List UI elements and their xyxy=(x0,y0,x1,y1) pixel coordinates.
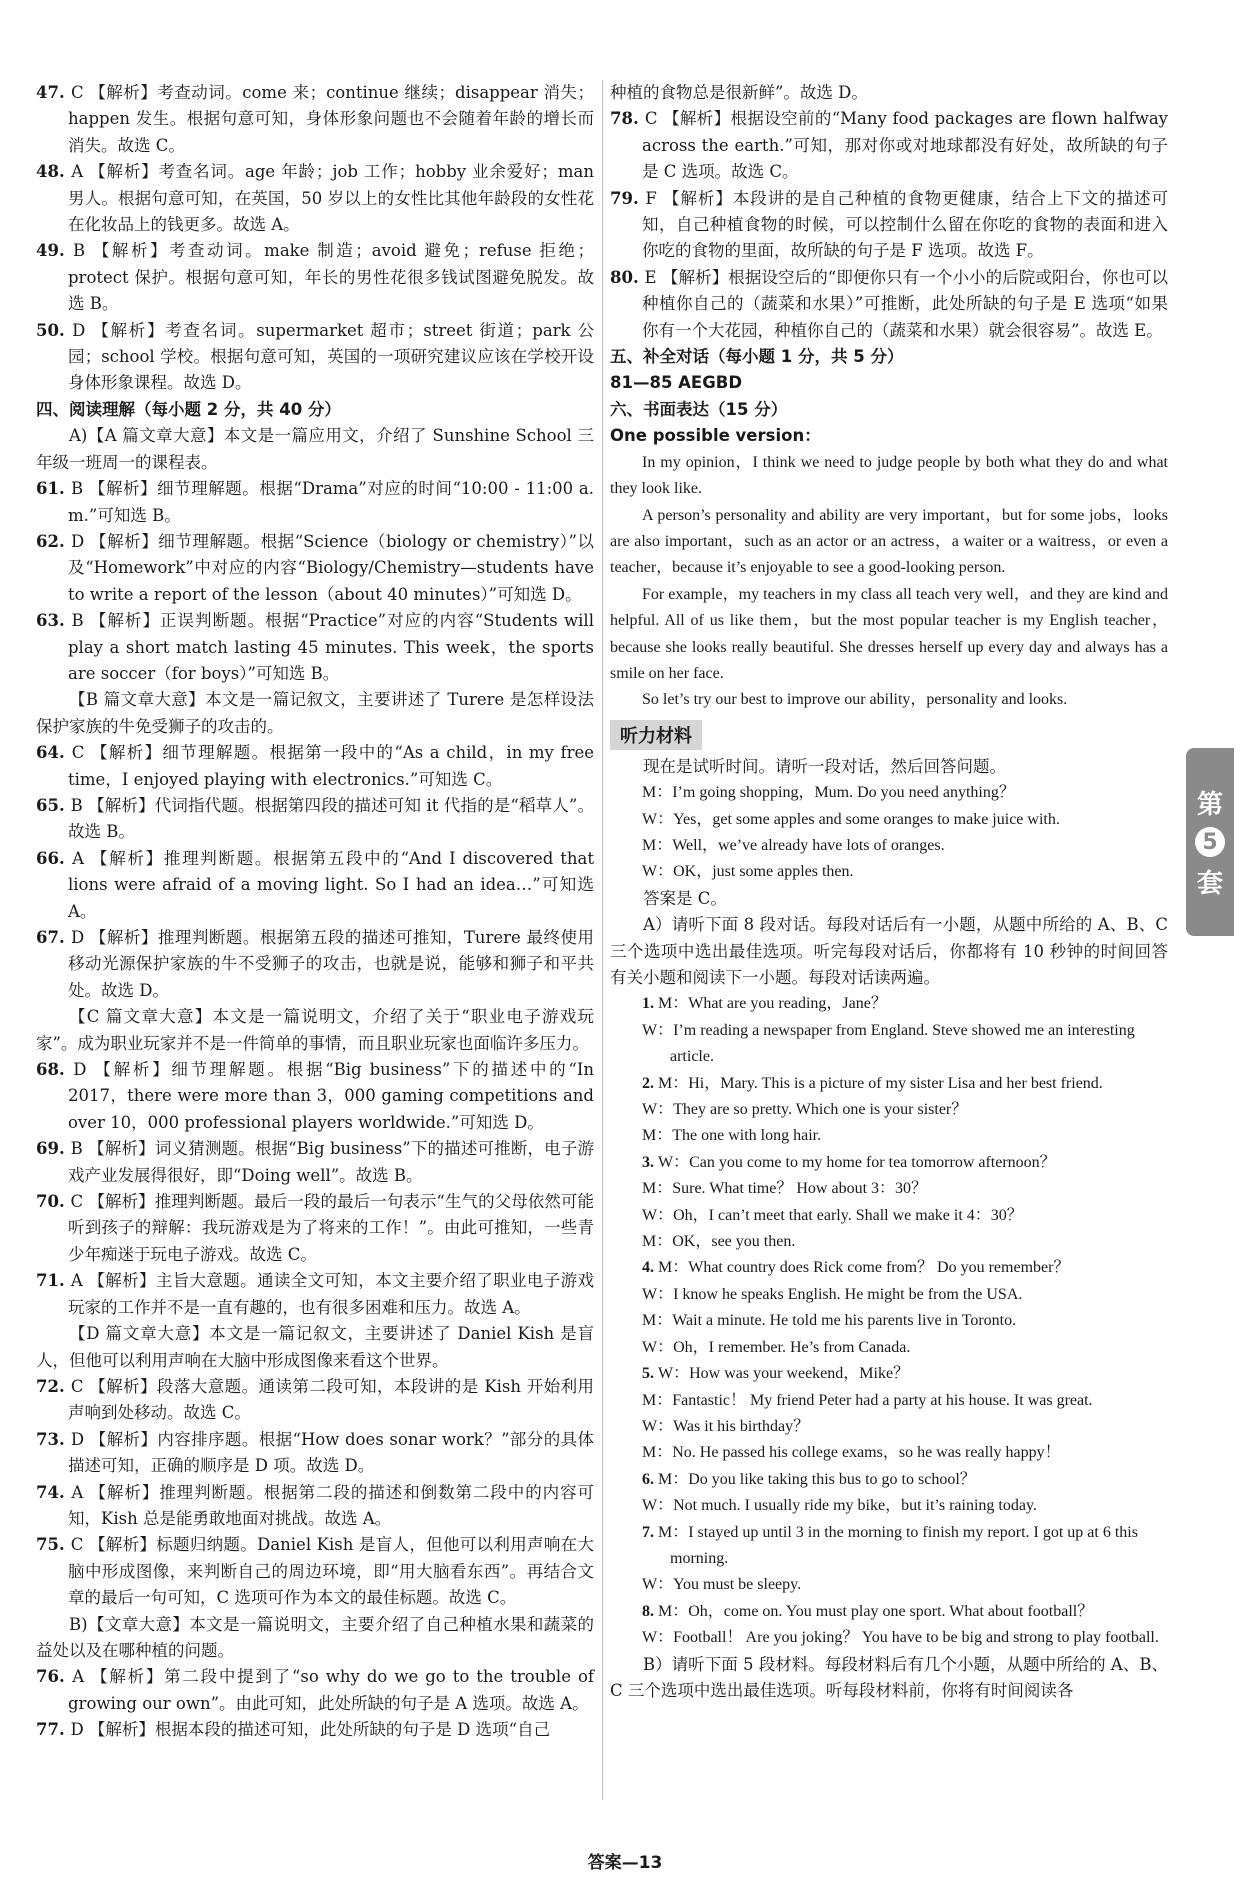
question-number: 62. xyxy=(36,531,72,551)
answer-explanation: D 【解析】内容排序题。根据“How does sonar work？”部分的具体描述可知，正确的顺序是 D 项。故选 D。 xyxy=(68,1429,595,1476)
answer-explanation: D 【解析】考查名词。supermarket 超市；street 街道；park 公园；school 学校。根据句意可知，英国的一项研究建议应该在学校开设身体形象课程。故选 D。 xyxy=(68,320,594,393)
dialogue-line xyxy=(610,1335,1168,1361)
answer-item xyxy=(36,1532,594,1611)
dialogue-line xyxy=(610,1467,1168,1493)
dialogue-number: 1. xyxy=(642,995,658,1013)
essay-paragraph: A person’s personality and ability are very important，but for some jobs，looks are also important，such as an actor or an actress，a waiter or a waitress，or even a teacher，because it’s enjoyable to see a good-looking person. xyxy=(610,506,1168,577)
answer-item xyxy=(36,925,594,1004)
answer-explanation: B 【解析】考查动词。make 制造；avoid 避免；refuse 拒绝；protect 保护。根据句意可知，年长的男性花很多钱试图避免脱发。故选 B。 xyxy=(68,241,594,314)
answer-item xyxy=(36,476,594,529)
answer-item xyxy=(36,80,594,159)
passage-summary: A)【A 篇文章大意】本文是一篇应用文，介绍了 Sunshine School 三年级一班周一的课程表。 xyxy=(36,426,594,472)
answer-item xyxy=(36,1427,594,1480)
left-column xyxy=(36,80,594,1744)
question-number: 80. xyxy=(610,267,645,287)
answer-explanation: E 【解析】根据设空后的“即便你只有一个小小的后院或阳台，你也可以种植你自己的（蔬菜和水果）”可推断，此处所缺的句子是 E 选项“如果你有一个大花园，种植你自己的（蔬菜和水果）就会很容易”。故选 E。 xyxy=(642,267,1168,340)
dialogue-line xyxy=(610,1440,1168,1466)
answer-item xyxy=(36,1717,594,1743)
dialogue-line xyxy=(610,1572,1168,1598)
answer-item xyxy=(36,318,594,397)
dialogue-number: 3. xyxy=(642,1153,658,1171)
dialogue-number: 4. xyxy=(642,1259,658,1277)
page-footer: 答案—13 xyxy=(587,1853,663,1873)
answer-item xyxy=(36,608,594,687)
question-number: 61. xyxy=(36,479,71,499)
question-number: 76. xyxy=(36,1667,73,1687)
question-number: 66. xyxy=(36,848,73,868)
question-number: 75. xyxy=(36,1535,71,1555)
question-number: 67. xyxy=(36,928,71,947)
question-number: 78. xyxy=(610,109,645,129)
answer-explanation: C 【解析】根据设空前的“Many food packages are flown halfway across the earth.”可知，那对你或对地球都没有好处，故所缺的句子是 C 选项。故选 C。 xyxy=(642,109,1169,182)
dialogue-text: M：The one with long hair. xyxy=(642,1127,822,1145)
answer-item xyxy=(36,238,594,317)
answer-item xyxy=(36,1664,594,1717)
dialogue-text: M：What country does Rick come from？ Do you remember？ xyxy=(658,1259,1070,1277)
dialogue-line xyxy=(610,1071,1168,1097)
dialogue-text: M：What are you reading，Jane？ xyxy=(658,995,887,1013)
dialogue-number: 2. xyxy=(642,1074,658,1092)
answer-item xyxy=(36,1374,594,1427)
dialogue-text: W：Football！ Are you joking？ You have to be big and strong to play football. xyxy=(642,1629,1159,1647)
dialogue-line xyxy=(610,1599,1168,1625)
essay-paragraph: For example，my teachers in my class all teach very well，and they are kind and helpful. All of us like them，but the most popular teacher is my English teacher，because she looks really beautiful. She dresses herself up every day and always has a smile on her face. xyxy=(610,585,1168,682)
dialogue-line xyxy=(610,1255,1168,1281)
answer-explanation: A 【解析】主旨大意题。通读全文可知，本文主要介绍了职业电子游戏玩家的工作并不是一直有趣的，也有很多困难和压力。故选 A。 xyxy=(68,1271,594,1317)
answer-item xyxy=(36,793,594,846)
answer-explanation: D 【解析】推理判断题。根据第五段的描述可推知，Turere 最终使用移动光源保护家族的牛不受狮子的攻击，也就是说，能够和狮子和平共处。故选 D。 xyxy=(68,928,595,1000)
dialogue-text: W：I know he speaks English. He might be from the USA. xyxy=(642,1285,1023,1303)
tab-top-char: 第 xyxy=(1196,790,1223,820)
section-heading: 五、补全对话（每小题 1 分，共 5 分） xyxy=(610,347,904,367)
answer-explanation: F 【解析】本段讲的是自己种植的食物更健康，结合上下文的描述可知，自己种植食物的时候，可以控制什么留在你吃的食物的表面和进入你吃的食物的里面，故所缺的句子是 F 选项。故选 F。 xyxy=(642,188,1168,261)
dialogue-text: W：Can you come to my home for tea tomorrow afternoon？ xyxy=(658,1153,1056,1171)
question-number: 48. xyxy=(36,162,72,182)
answer-explanation: C 【解析】推理判断题。最后一段的最后一句表示“生气的父母依然可能听到孩子的辩解：我玩游戏是为了将来的工作！”。由此可推知，一些青少年痴迷于玩电子游戏。故选 C。 xyxy=(68,1192,595,1264)
dialogue-text: W：Not much. I usually ride my bike，but it’s raining today. xyxy=(642,1497,1037,1515)
question-number: 71. xyxy=(36,1271,71,1291)
question-number: 79. xyxy=(610,188,646,208)
trial-answer: 答案是 C。 xyxy=(643,888,727,908)
answer-explanation: B 【解析】代词指代题。根据第四段的描述可知 it 代指的是“稻草人”。故选 B。 xyxy=(68,795,595,842)
section-heading: 四、阅读理解（每小题 2 分，共 40 分） xyxy=(36,399,341,419)
answer-item xyxy=(36,1268,594,1321)
answer-item xyxy=(36,1480,594,1533)
question-number: 49. xyxy=(36,241,73,261)
answer-continuation: 种植的食物总是很新鲜”。故选 D。 xyxy=(610,83,868,102)
answer-item xyxy=(36,846,594,925)
answer-explanation: A 【解析】第二段中提到了“so why do we go to the trouble of growing our own”。由此可知，此处所缺的句子是 A 选项。故选 A。 xyxy=(68,1667,595,1713)
answer-explanation: C 【解析】考查动词。come 来；continue 继续；disappear 消失；happen 发生。根据句意可知，身体形象问题也不会随着年龄的增长而消失。故选 C。 xyxy=(68,83,594,155)
set-number-tab xyxy=(1186,748,1234,936)
dialogue-number: 7. xyxy=(642,1523,658,1541)
answer-item xyxy=(36,159,594,238)
answer-item xyxy=(610,186,1168,265)
answer-item xyxy=(36,529,594,608)
question-number: 77. xyxy=(36,1720,71,1740)
question-number: 64. xyxy=(36,743,72,763)
dialogue-line xyxy=(610,1493,1168,1519)
answer-explanation: A 【解析】推理判断题。根据第二段的描述和倒数第二段中的内容可知，Kish 总是能勇敢地面对挑战。故选 A。 xyxy=(68,1482,594,1528)
dialogue-line xyxy=(610,1625,1168,1651)
dialogue-line xyxy=(610,1018,1168,1071)
tab-bottom-char: 套 xyxy=(1196,869,1223,899)
dialogue-line: W：OK，just some apples then. xyxy=(642,863,854,881)
dialogue-text: W：Oh，I remember. He’s from Canada. xyxy=(642,1338,911,1356)
answer-explanation: D 【解析】细节理解题。根据“Science（biology or chemistry）”以及“Homework”中对应的内容“Biology/Chemistry—students have to write a report of the lesson（about 40 minutes）”可知选 D。 xyxy=(68,531,595,604)
question-number: 47. xyxy=(36,83,71,102)
question-number: 50. xyxy=(36,320,73,340)
dialogue-text: M：No. He passed his college exams，so he was really happy！ xyxy=(642,1444,1061,1462)
dialogue-text: M：Fantastic！ My friend Peter had a party at his house. It was great. xyxy=(642,1391,1093,1409)
listening-intro: 现在是试听时间。请听一段对话，然后回答问题。 xyxy=(643,756,1006,776)
answer-explanation: A 【解析】考查名词。age 年龄；job 工作；hobby 业余爱好；man 男人。根据句意可知，在英国，50 岁以上的女性比其他年龄段的女性花在化妆品上的钱更多。故选 A。 xyxy=(68,162,594,235)
essay-label: One possible version： xyxy=(610,426,821,446)
answer-explanation: C 【解析】细节理解题。根据第一段中的“As a child，in my free time，I enjoyed playing with electronics.”可知选 C。 xyxy=(68,743,594,789)
tab-number: 5 xyxy=(1195,827,1225,857)
dialogue-text: M：Sure. What time？ How about 3：30？ xyxy=(642,1180,928,1198)
answer-explanation: D 【解析】根据本段的描述可知，此处所缺的句子是 D 选项“自己 xyxy=(70,1720,551,1740)
dialogue-line xyxy=(610,1150,1168,1176)
dialogue-line: W：Yes，get some apples and some oranges to make juice with. xyxy=(642,810,1060,828)
part-b-instructions: B）请听下面 5 段材料。每段材料后有几个小题，从题中所给的 A、B、C 三个选项中选出最佳选项。听每段材料前，你将有时间阅读各 xyxy=(610,1654,1168,1700)
dialogue-line: M：I’m going shopping，Mum. Do you need anything？ xyxy=(642,784,1015,802)
answer-item xyxy=(610,265,1168,344)
dialogue-text: W：Oh，I can’t meet that early. Shall we make it 4：30？ xyxy=(642,1206,1023,1224)
dialogue-line: M：Well，we’ve already have lots of oranges. xyxy=(642,836,945,854)
question-number: 73. xyxy=(36,1429,71,1449)
dialogue-text: M：Do you like taking this bus to go to school？ xyxy=(658,1470,976,1488)
dialogue-number: 8. xyxy=(642,1602,658,1620)
dialogue-number: 6. xyxy=(642,1470,658,1488)
dialogue-line xyxy=(610,1203,1168,1229)
part-a-instructions: A）请听下面 8 段对话。每段对话后有一小题，从题中所给的 A、B、C 三个选项中选出最佳选项。听完每段对话后，你都将有 10 秒钟的时间回答有关小题和阅读下一小题。每段对话读两遍。 xyxy=(610,915,1168,987)
dialogue-text: W：Was it his birthday？ xyxy=(642,1417,810,1435)
answer-explanation: D 【解析】细节理解题。根据“Big business”下的描述中的“In 2017，there were more than 3，000 gaming competitions and over 10，000 professional players worldwide.”可知选 D。 xyxy=(68,1060,594,1132)
dialogue-text: M：Oh，come on. You must play one sport. What about football？ xyxy=(658,1602,1094,1620)
question-number: 70. xyxy=(36,1192,71,1212)
answer-explanation: A 【解析】推理判断题。根据第五段中的“And I discovered that lions were afraid of a moving light. So I had an idea…”可知选 A。 xyxy=(68,848,595,921)
dialogue-line xyxy=(610,1388,1168,1414)
question-number: 68. xyxy=(36,1060,74,1080)
question-number: 69. xyxy=(36,1139,71,1159)
answer-key: 81—85 AEGBD xyxy=(610,373,743,393)
dialogue-line xyxy=(610,1123,1168,1149)
question-number: 63. xyxy=(36,611,72,631)
answer-explanation: C 【解析】段落大意题。通读第二段可知，本段讲的是 Kish 开始利用声响到处移动。故选 C。 xyxy=(68,1376,594,1423)
dialogue-text: W：They are so pretty. Which one is your sister？ xyxy=(642,1101,968,1119)
dialogue-text: W：I’m reading a newspaper from England. Steve showed me an interesting article. xyxy=(642,1021,1135,1066)
dialogue-text: W：You must be sleepy. xyxy=(642,1576,802,1594)
answer-item xyxy=(36,1189,594,1268)
answer-item xyxy=(36,740,594,793)
answer-explanation: B 【解析】正误判断题。根据“Practice”对应的内容“Students will play a short match lasting 45 minutes. This week，the sports are soccer（for boys）”可知选 B。 xyxy=(68,611,594,683)
essay-paragraph: In my opinion，I think we need to judge people by both what they do and what they look like. xyxy=(610,453,1168,498)
dialogue-line xyxy=(610,1229,1168,1255)
dialogue-line xyxy=(610,1520,1168,1573)
answer-item xyxy=(36,1136,594,1189)
dialogue-line xyxy=(610,1308,1168,1334)
dialogue-line xyxy=(610,1176,1168,1202)
dialogue-text: W：How was your weekend，Mike？ xyxy=(658,1365,910,1383)
answer-explanation: B 【解析】词义猜测题。根据“Big business”下的描述可推断，电子游戏产业发展得很好，即“Doing well”。故选 B。 xyxy=(68,1139,594,1185)
passage-summary: 【C 篇文章大意】本文是一篇说明文，介绍了关于“职业电子游戏玩家”。成为职业玩家并不是一件简单的事情，而且职业玩家也面临许多压力。 xyxy=(36,1007,594,1053)
answer-explanation: C 【解析】标题归纳题。Daniel Kish 是盲人，但他可以利用声响在大脑中形成图像，来判断自己的周边环境，即“用大脑看东西”。再结合文章的最后一句可知，C 选项可作为本文的最佳标题。故选 C。 xyxy=(68,1535,594,1608)
passage-summary: B)【文章大意】本文是一篇说明文，主要介绍了自己种植水果和蔬菜的益处以及在哪种植的问题。 xyxy=(36,1614,594,1660)
question-number: 65. xyxy=(36,795,71,815)
dialogue-number: 5. xyxy=(642,1365,658,1383)
dialogue-line xyxy=(610,1361,1168,1387)
listening-label: 听力材料 xyxy=(610,720,702,750)
passage-summary: 【B 篇文章大意】本文是一篇记叙文，主要讲述了 Turere 是怎样设法保护家族的牛免受狮子的攻击的。 xyxy=(36,690,594,736)
dialogue-line xyxy=(610,1282,1168,1308)
dialogue-line xyxy=(610,991,1168,1017)
column-divider xyxy=(602,80,603,1800)
dialogue-line xyxy=(610,1097,1168,1123)
dialogue-text: M：Hi，Mary. This is a picture of my sister Lisa and her best friend. xyxy=(658,1074,1103,1092)
dialogue-text: M：OK，see you then. xyxy=(642,1233,796,1251)
passage-summary: 【D 篇文章大意】本文是一篇记叙文，主要讲述了 Daniel Kish 是盲人，但他可以利用声响在大脑中形成图像来看这个世界。 xyxy=(36,1324,594,1370)
right-column xyxy=(610,80,1168,1704)
dialogue-line xyxy=(610,1414,1168,1440)
question-number: 72. xyxy=(36,1376,71,1396)
answer-item xyxy=(610,106,1168,185)
answer-explanation: B 【解析】细节理解题。根据“Drama”对应的时间“10:00 - 11:00 a. m.”可知选 B。 xyxy=(68,479,595,525)
section-heading: 六、书面表达（15 分） xyxy=(610,399,788,419)
essay-paragraph: So let’s try our best to improve our ability，personality and looks. xyxy=(642,691,1068,709)
question-number: 74. xyxy=(36,1482,72,1502)
answer-item xyxy=(36,1057,594,1136)
dialogue-text: M：Wait a minute. He told me his parents live in Toronto. xyxy=(642,1312,1017,1330)
dialogue-text: M：I stayed up until 3 in the morning to finish my report. I got up at 6 this morning. xyxy=(658,1523,1138,1567)
